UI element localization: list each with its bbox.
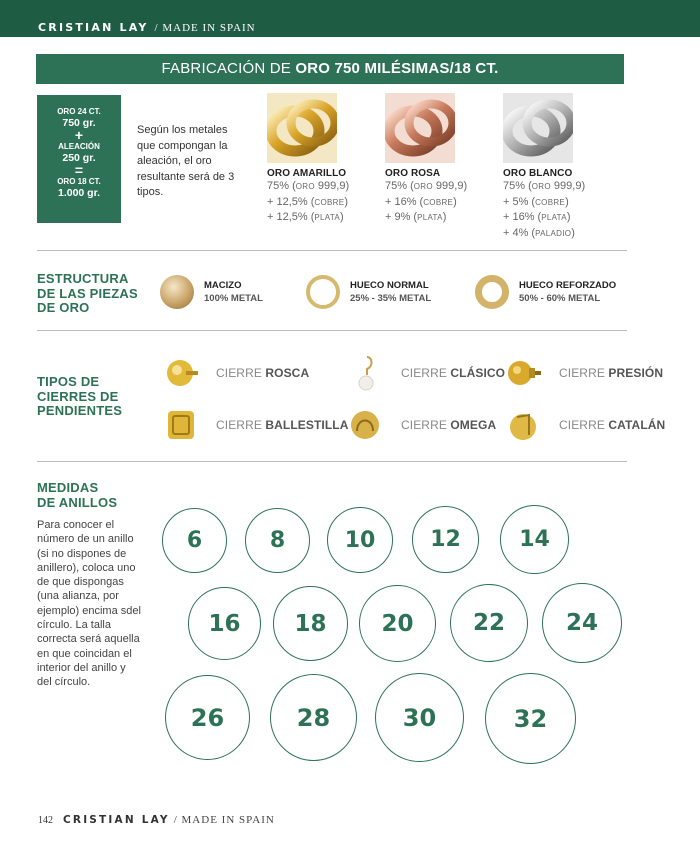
alloy-line: + 9% (PLATA) [385,211,447,223]
alloy-line: + 16% (PLATA) [503,211,571,223]
structure-name: HUECO NORMAL [350,280,429,291]
ring-size-circle: 18 [273,586,348,661]
gold-box-line: 1.000 gr. [57,186,101,199]
alloy-name: ORO ROSA [385,168,441,179]
alloy-line: + 5% (COBRE) [503,195,569,208]
hook-earring-icon [345,353,385,393]
equals-sign: = [74,162,84,178]
section-divider [37,250,627,251]
gold-box-line: ORO 24 CT. [57,107,101,116]
ring-size-circle: 16 [188,587,261,660]
clip-earring-icon [160,405,200,445]
ring-size-circle: 26 [165,675,250,760]
sizes-title: MEDIDAS DE ANILLOS [37,480,118,510]
gold-box-line: 250 gr. [62,151,96,164]
closure-label: CIERRE ROSCA [216,366,310,380]
gold-box-line: ORO 18 CT. [57,177,101,186]
section-divider [37,461,627,462]
ring-size-circle: 20 [359,585,436,662]
closures-title: TIPOS DE CIERRES DE PENDIENTES [37,374,123,418]
page-title-bold: ORO 750 MILÉSIMAS/18 CT. [295,60,499,77]
closure-label: CIERRE CLÁSICO [401,366,506,380]
catalan-earring-icon [503,405,543,445]
gold-composition-box [37,95,121,223]
ring-size-circle: 10 [327,507,393,573]
yellow-gold-rings-image [267,93,337,163]
solid-ball-icon [160,275,194,309]
footer-brand: CRISTIAN LAY [63,814,170,826]
screw-back-earring-icon [160,353,200,393]
closure-label: CIERRE CATALÁN [559,418,666,432]
structure-detail: 100% METAL [204,293,263,304]
closure-classic [345,353,505,393]
page-title-prefix: FABRICACIÓN DE [161,60,296,77]
ring-size-circle: 8 [245,508,310,573]
alloy-line: + 12,5% (COBRE) [267,195,349,208]
footer-tagline: / MADE IN SPAIN [173,814,275,826]
header-brand [38,21,256,34]
structure-detail: 25% - 35% METAL [350,293,432,304]
sizes-instructions: Para conocer el número de un anillo (si no dispones de anillero), coloca uno de que dispongas (una alianza, por ejemplo) encima sdel círculo. La talla correcta será aquella en que coincidan el interior del anillo y del círculo. [37,519,141,689]
alloy-line: + 12,5% (PLATA) [267,211,344,223]
closure-spring [160,405,348,445]
plus-sign: + [74,127,84,143]
ring-size-circle: 14 [500,505,569,574]
gold-box-line: ALEACIÓN [58,142,100,151]
ring-size-circle: 28 [270,674,357,761]
push-back-earring-icon [503,353,543,393]
alloy-line: + 4% (PALADIO) [503,226,575,239]
closure-omega [345,405,496,445]
closure-label: CIERRE PRESIÓN [559,366,664,380]
structure-name: HUECO REFORZADO [519,280,617,291]
structure-name: MACIZO [204,280,242,291]
structure-hollow-reinforced [475,275,616,309]
structure-hollow-normal [306,275,431,309]
closure-label: CIERRE OMEGA [401,418,497,432]
intro-text: Según los metales que compongan la aleación, el oro resultante será de 3 tipos. [137,124,235,198]
closure-catalan [503,405,665,445]
closure-screw [160,353,309,393]
alloy-name: ORO BLANCO [503,168,573,179]
closure-pressure [503,353,663,393]
white-gold-rings-image [503,93,573,163]
alloy-line: 75% (ORO 999,9) [503,180,586,192]
header-tagline: / MADE IN SPAIN [154,22,256,34]
gold-box-line: 750 gr. [62,116,96,129]
ring-size-circle: 6 [162,508,227,573]
alloy-line: 75% (ORO 999,9) [267,180,350,192]
alloy-line: 75% (ORO 999,9) [385,180,468,192]
alloy-yellow-gold [267,93,377,226]
closure-label: CIERRE BALLESTILLA [216,418,349,432]
structure-title: ESTRUCTURA DE LAS PIEZAS DE ORO [37,271,138,315]
structure-detail: 50% - 60% METAL [519,293,601,304]
section-divider [37,330,627,331]
alloy-rose-gold [385,93,495,226]
alloy-white-gold [503,93,613,241]
header-brand-name: CRISTIAN LAY [38,21,149,34]
omega-earring-icon [345,405,385,445]
ring-size-circle: 12 [412,506,479,573]
ring-size-circle: 32 [485,673,576,764]
footer [38,814,275,826]
ring-size-circle: 22 [450,584,528,662]
alloy-name: ORO AMARILLO [267,168,347,179]
alloy-line: + 16% (COBRE) [385,195,457,208]
thick-ring-icon [475,275,509,309]
page-title [36,54,624,84]
page-number: 142 [38,815,53,826]
ring-size-circle: 30 [375,673,464,762]
structure-solid [160,275,263,309]
ring-size-circle: 24 [542,583,622,663]
rose-gold-rings-image [385,93,455,163]
thin-ring-icon [306,275,340,309]
